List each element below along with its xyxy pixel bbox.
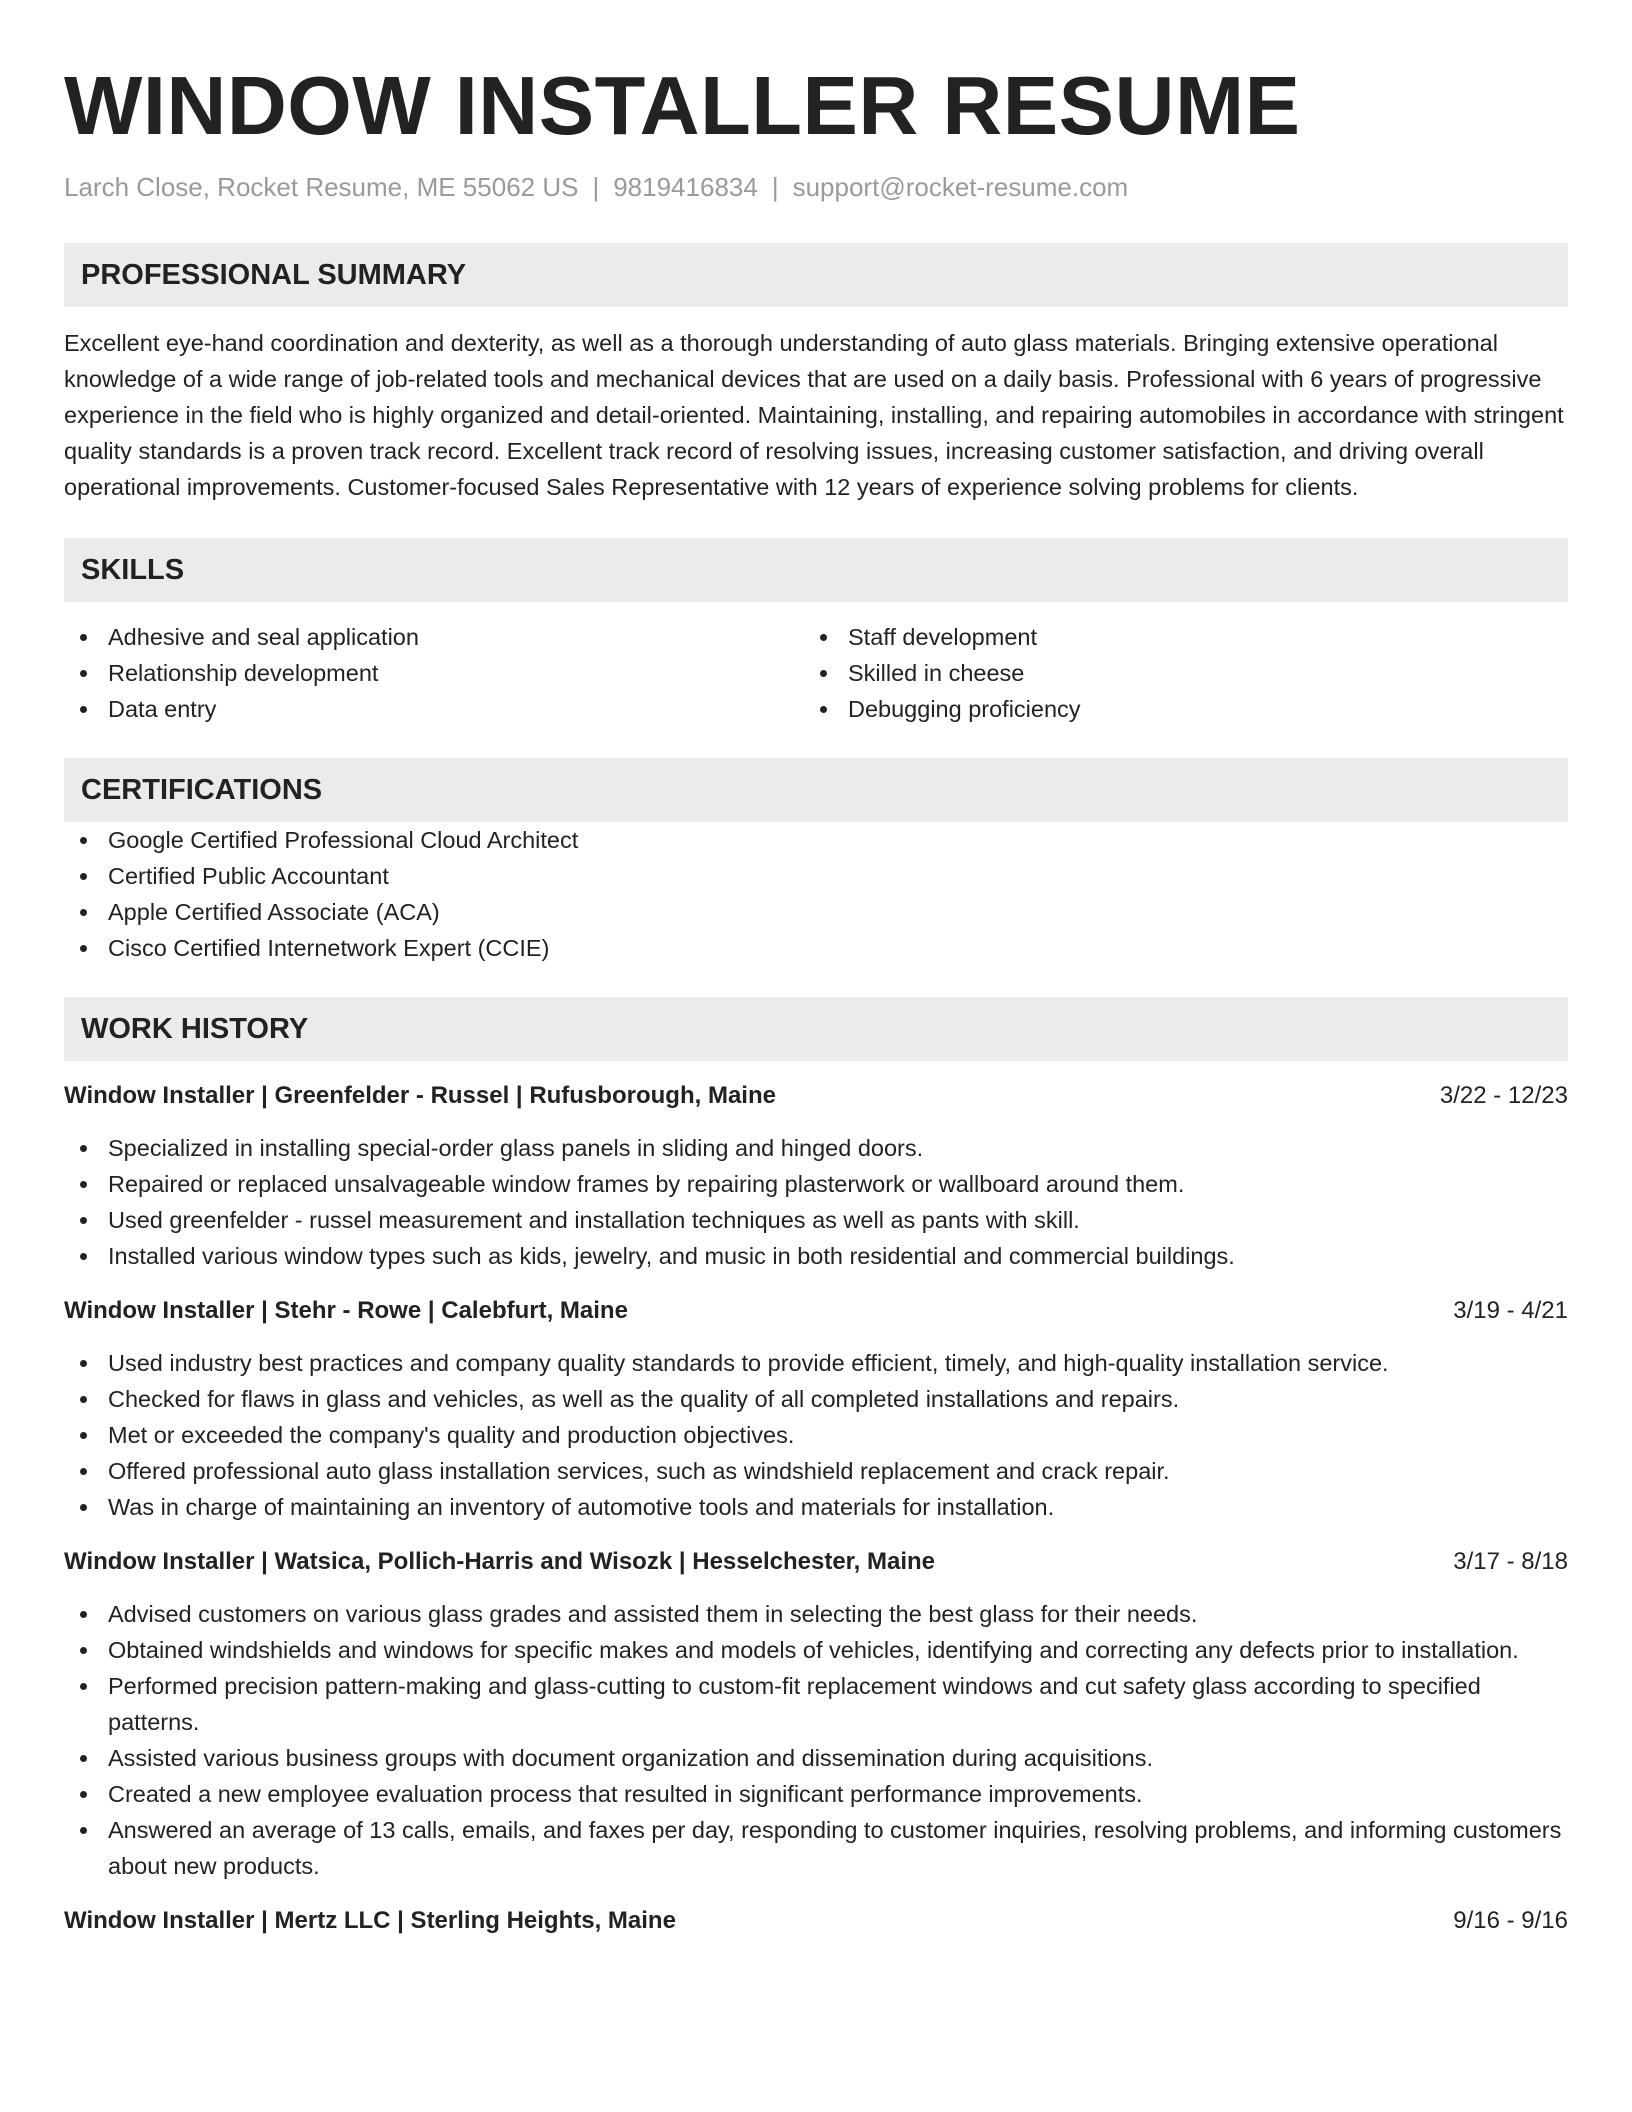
job-bullets xyxy=(64,1130,1568,1274)
skills-heading: SKILLS xyxy=(64,538,1568,602)
contact-line xyxy=(64,170,1568,204)
job-bullet: Assisted various business groups with document organization and dissemination during acquisitions. xyxy=(64,1740,1568,1776)
skill-item: Adhesive and seal application xyxy=(64,619,804,655)
job-title: Window Installer | Mertz LLC | Sterling Heights, Maine xyxy=(64,1907,676,1934)
certification-item: Apple Certified Associate (ACA) xyxy=(64,894,1568,930)
certification-item: Google Certified Professional Cloud Architect xyxy=(64,822,1568,858)
skills-grid xyxy=(64,619,1568,727)
contact-email[interactable]: support@rocket-resume.com xyxy=(792,172,1129,202)
job-bullets xyxy=(64,1596,1568,1884)
work-history-heading: WORK HISTORY xyxy=(64,997,1568,1061)
skill-item: Staff development xyxy=(804,619,1544,655)
job-bullet: Offered professional auto glass installation services, such as windshield replacement and crack repair. xyxy=(64,1453,1568,1489)
job-bullet: Advised customers on various glass grades and assisted them in selecting the best glass for their needs. xyxy=(64,1596,1568,1632)
skill-item: Debugging proficiency xyxy=(804,691,1544,727)
job-entry xyxy=(64,1544,1568,1884)
contact-phone: 9819416834 xyxy=(613,172,758,202)
job-header xyxy=(64,1903,1568,1939)
job-header xyxy=(64,1293,1568,1329)
certifications-heading: CERTIFICATIONS xyxy=(64,758,1568,822)
job-header xyxy=(64,1078,1568,1114)
job-bullet: Checked for flaws in glass and vehicles, as well as the quality of all completed installations and repairs. xyxy=(64,1381,1568,1417)
skill-item: Skilled in cheese xyxy=(804,655,1544,691)
job-bullet: Installed various window types such as kids, jewelry, and music in both residential and commercial buildings. xyxy=(64,1238,1568,1274)
job-bullet: Used greenfelder - russel measurement and installation techniques as well as pants with skill. xyxy=(64,1202,1568,1238)
contact-address: Larch Close, Rocket Resume, ME 55062 US xyxy=(64,172,579,202)
resume-title: WINDOW INSTALLER RESUME xyxy=(64,59,1301,152)
job-bullet: Was in charge of maintaining an inventory of automotive tools and materials for installation. xyxy=(64,1489,1568,1525)
job-dates: 3/17 - 8/18 xyxy=(1453,1548,1568,1575)
job-title: Window Installer | Greenfelder - Russel | Rufusborough, Maine xyxy=(64,1082,776,1109)
certifications-list xyxy=(64,822,1568,966)
job-dates: 9/16 - 9/16 xyxy=(1453,1907,1568,1934)
job-dates: 3/19 - 4/21 xyxy=(1453,1297,1568,1324)
summary-text: Excellent eye-hand coordination and dexterity, as well as a thorough understanding of auto glass materials. Bringing extensive operational knowledge of a wide range of job-related tools and mechanical devices that are used on a daily basis. Professional with 6 years of progressive experience in the field who is highly organized and detail-oriented. Maintaining, installing, and repairing automobiles in accordance with stringent quality standards is a proven track record. Excellent track record of resolving issues, increasing customer satisfaction, and driving overall operational improvements. Customer-focused Sales Representative with 12 years of experience solving problems for clients. xyxy=(64,330,1564,500)
job-bullet: Performed precision pattern-making and glass-cutting to custom-fit replacement windows and cut safety glass according to specified patterns. xyxy=(64,1668,1568,1740)
job-entry xyxy=(64,1903,1568,1939)
skill-item: Data entry xyxy=(64,691,804,727)
skills-column-left xyxy=(64,619,804,727)
job-bullet: Repaired or replaced unsalvageable window frames by repairing plasterwork or wallboard around them. xyxy=(64,1166,1568,1202)
summary-heading: PROFESSIONAL SUMMARY xyxy=(64,243,1568,307)
job-bullet: Created a new employee evaluation process that resulted in significant performance improvements. xyxy=(64,1776,1568,1812)
job-entry xyxy=(64,1293,1568,1525)
job-bullet: Answered an average of 13 calls, emails, and faxes per day, responding to customer inquiries, resolving problems, and informing customers about new products. xyxy=(64,1812,1568,1884)
job-bullet: Met or exceeded the company's quality and production objectives. xyxy=(64,1417,1568,1453)
job-title: Window Installer | Stehr - Rowe | Calebfurt, Maine xyxy=(64,1297,628,1324)
job-bullet: Used industry best practices and company quality standards to provide efficient, timely, and high-quality installation service. xyxy=(64,1345,1568,1381)
job-bullets xyxy=(64,1345,1568,1525)
contact-separator: | xyxy=(771,172,779,202)
job-header xyxy=(64,1544,1568,1580)
job-dates: 3/22 - 12/23 xyxy=(1439,1082,1568,1109)
skills-column-right xyxy=(804,619,1544,727)
contact-separator: | xyxy=(592,172,600,202)
skill-item: Relationship development xyxy=(64,655,804,691)
certification-item: Certified Public Accountant xyxy=(64,858,1568,894)
job-bullet: Obtained windshields and windows for specific makes and models of vehicles, identifying and correcting any defects prior to installation. xyxy=(64,1632,1568,1668)
job-bullet: Specialized in installing special-order glass panels in sliding and hinged doors. xyxy=(64,1130,1568,1166)
job-entry xyxy=(64,1078,1568,1274)
job-title: Window Installer | Watsica, Pollich-Harris and Wisozk | Hesselchester, Maine xyxy=(64,1548,936,1575)
certification-item: Cisco Certified Internetwork Expert (CCIE) xyxy=(64,930,1568,966)
